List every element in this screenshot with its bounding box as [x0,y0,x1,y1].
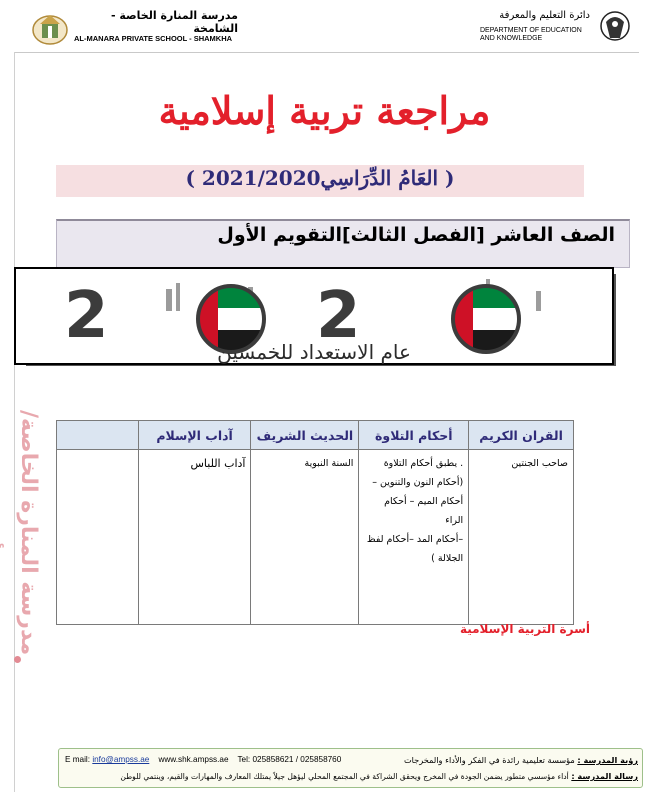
cell-text: –أحكام المد –أحكام لفظ [366,534,464,545]
footer-contact [65,755,341,764]
email-link[interactable]: info@ampss.ae [92,755,150,764]
side-watermark: مدرسة المنارة الخاصة/ [16,409,41,655]
department-name-en-line2: AND KNOWLEDGE [480,35,543,42]
mission-label: رسالة المدرسة : [571,771,638,781]
academic-year: ( العَامُ الدِّرَاسِي2021/2020 ) [185,166,455,190]
school-emblem-icon [30,10,70,46]
cell-text: . يطبق أحكام التلاوة [383,458,464,469]
table-header: الحديث الشريف [251,421,359,450]
digit-2-second: 2 [316,279,361,353]
vision-label: رؤية المدرسة : [577,755,638,765]
table-cell [359,450,469,625]
school-logo-block [30,8,238,48]
school-name-ar: مدرسة المنارة الخاصة - الشامخة [110,9,238,35]
mission-text: أداء مؤسسي متطور يضمن الجودة في المخرج ويحقق الشراكة في المجتمع المحلي ليؤهل جيلاً يمتلك المعارف والمهارات والقيم، وينتمي للوطن [120,772,569,781]
website-link[interactable]: www.shk.ampss.ae [158,755,229,764]
table-cell [469,450,574,625]
cell-text: السنة النبوية [304,458,354,469]
table-row [57,450,574,625]
page-title: مراجعة تربية إسلامية [158,88,491,133]
table-header: أحكام التلاوة [359,421,469,450]
cell-text: صاحب الجنتين [511,458,568,469]
table-cell [57,450,139,625]
review-table [56,420,574,625]
falcon-emblem-icon [598,8,632,48]
decorative-dot [14,656,21,663]
digit-2-first: 2 [64,279,109,353]
cell-text: (أحكام النون والتنوين – [372,477,464,488]
table-header: القران الكريم [469,421,574,450]
grade-line: الصف العاشر [الفصل الثالث]التقويم الأول [217,224,615,246]
header-divider [14,52,639,53]
table-header [57,421,139,450]
table-header: آداب الإسلام [138,421,251,450]
banner-caption: عام الاستعداد للخمسين [217,340,411,364]
department-name-ar: دائرة التعليم والمعرفة [499,10,590,21]
department-logo-block [470,8,635,48]
family-signature: أسرة التربية الإسلامية [459,622,590,636]
table-cell [138,450,251,625]
tel-label: Tel: [237,755,251,764]
email-label: E mail: [65,755,91,764]
table-header-row [57,421,574,450]
tel-value: 025858621 / 025858760 [252,755,342,764]
cell-text: الجلالة ) [431,553,464,564]
table-cell [251,450,359,625]
cell-text: آداب اللباس [190,457,246,470]
school-name-en: AL-MANARA PRIVATE SCHOOL - SHAMKHA [74,34,233,43]
footer-box [58,748,643,788]
cell-text: أحكام الميم – أحكام الراء [384,496,464,526]
school-vision [404,755,638,765]
school-mission [65,771,638,781]
vision-text: مؤسسة تعليمية رائدة في الفكر والأداء والمخرجات [403,755,575,765]
department-name-en-line1: DEPARTMENT OF EDUCATION [480,27,582,34]
